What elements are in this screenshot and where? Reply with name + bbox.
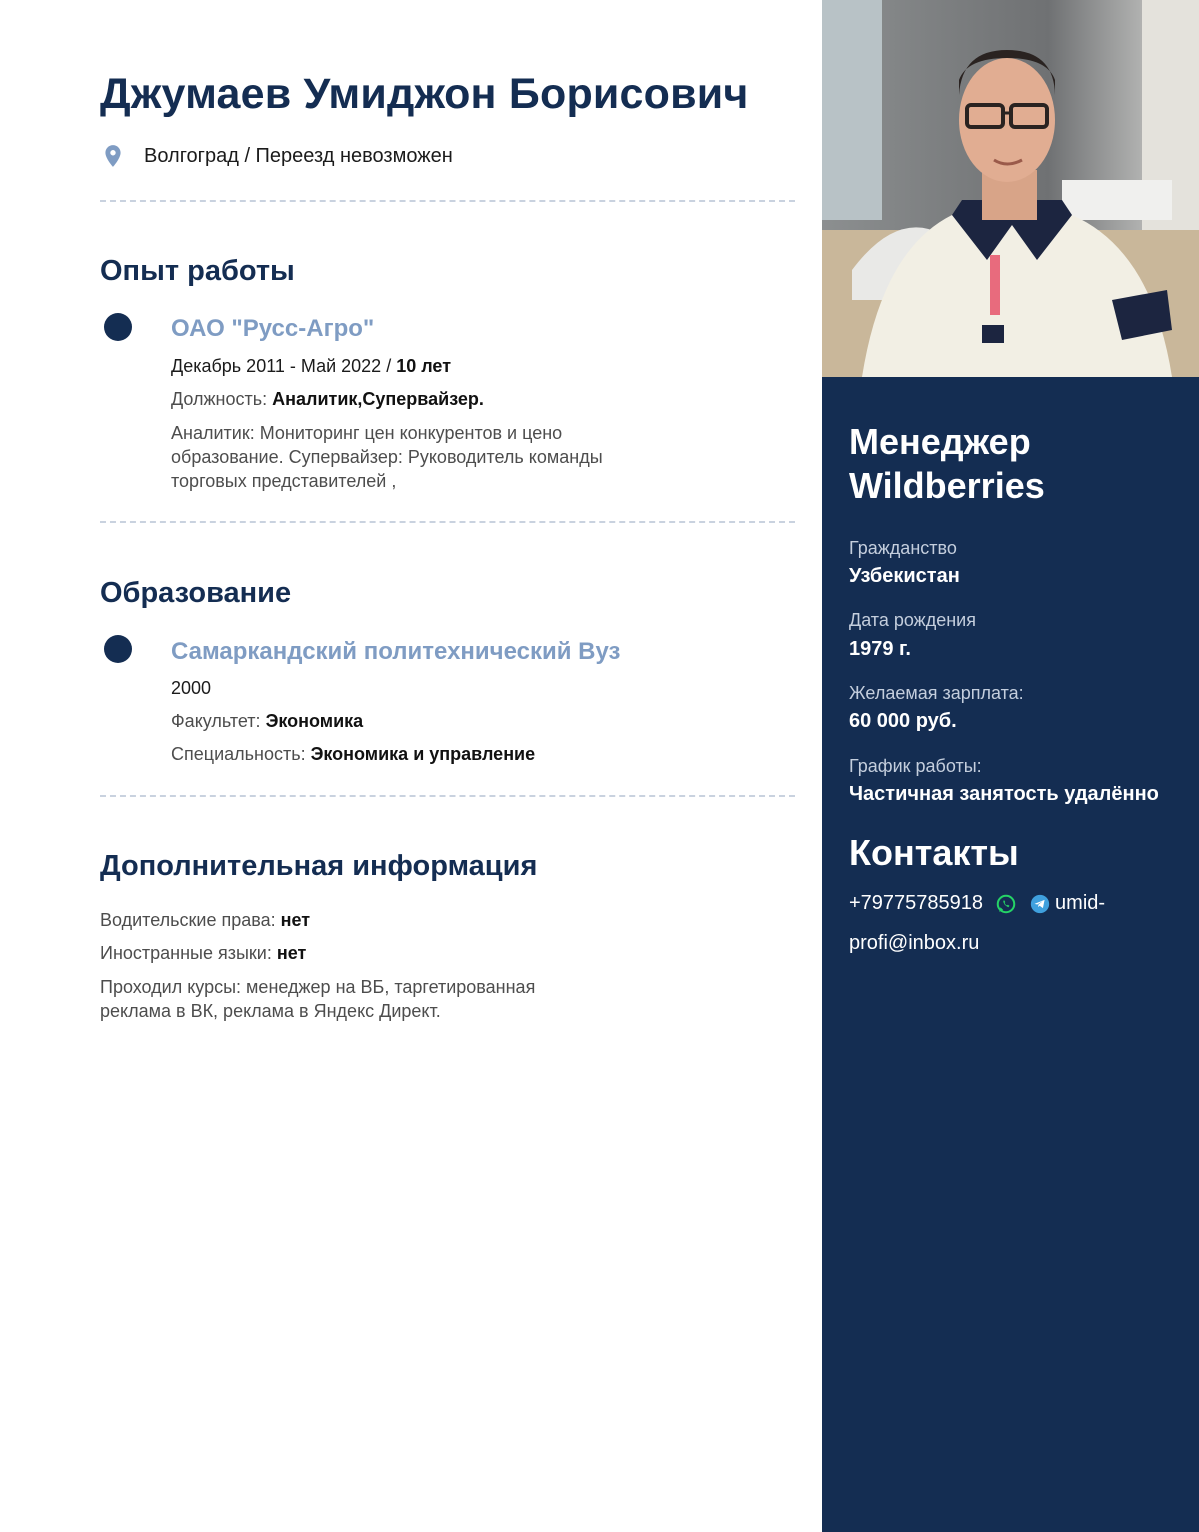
job-description xyxy=(171,421,651,493)
duration-text: 10 лет xyxy=(396,356,452,376)
candidate-name: Джумаев Умиджон Борисович xyxy=(100,70,749,118)
birth-value: 1979 г. xyxy=(849,638,911,660)
schedule-label: График работы: xyxy=(849,756,982,776)
graduation-year: 2000 xyxy=(171,678,212,698)
education-section-title: Образование xyxy=(100,577,292,609)
faculty-value: Экономика xyxy=(265,711,364,731)
position-line: Wildberries xyxy=(849,465,1045,506)
timeline-bullet xyxy=(104,313,132,341)
courses-line: Проходил курсы: менеджер на ВБ, таргетированная xyxy=(100,977,536,997)
position-label: Должность: xyxy=(171,389,273,409)
faculty-label: Факультет: xyxy=(171,711,266,731)
location-text: Волгоград / Переезд невозможен xyxy=(144,144,453,167)
courses-line: реклама в ВК, реклама в Яндекс Директ. xyxy=(100,1001,441,1021)
period-text: Декабрь 2011 - Май 2022 / xyxy=(171,356,397,376)
citizenship-value: Узбекистан xyxy=(849,565,960,587)
birth-label: Дата рождения xyxy=(849,610,976,630)
contacts-row xyxy=(849,892,1105,915)
position-row xyxy=(171,389,484,410)
email-link-part2[interactable]: profi@inbox.ru xyxy=(849,932,980,954)
specialty-row xyxy=(171,744,535,765)
work-period xyxy=(171,356,451,377)
courses-text xyxy=(100,975,580,1023)
location-row xyxy=(100,143,453,169)
description-line: образование. Супервайзер: Руководитель команды xyxy=(171,447,603,467)
description-line: торговых представителей , xyxy=(171,471,397,491)
profile-photo xyxy=(822,0,1199,377)
license-row xyxy=(100,910,310,931)
divider xyxy=(100,200,795,202)
email-link-part1[interactable]: umid- xyxy=(1055,892,1106,914)
specialty-value: Экономика и управление xyxy=(310,744,536,764)
schedule-value: Частичная занятость удалённо xyxy=(849,783,1159,805)
salary-label: Желаемая зарплата: xyxy=(849,683,1024,703)
desired-position xyxy=(849,420,1045,508)
experience-section-title: Опыт работы xyxy=(100,255,295,287)
languages-row xyxy=(100,943,306,964)
description-line: Аналитик: Мониторинг цен конкурентов и цено xyxy=(171,423,563,443)
location-pin-icon xyxy=(100,143,126,169)
specialty-label: Специальность: xyxy=(171,744,311,764)
additional-section-title: Дополнительная информация xyxy=(100,850,538,882)
divider xyxy=(100,521,795,523)
contacts-title: Контакты xyxy=(849,832,1019,873)
timeline-bullet xyxy=(104,635,132,663)
sidebar xyxy=(822,0,1199,1532)
institution-name: Самаркандский политехнический Вуз xyxy=(171,638,621,665)
citizenship-label: Гражданство xyxy=(849,538,957,558)
telegram-icon[interactable] xyxy=(1029,893,1051,915)
divider xyxy=(100,795,795,797)
whatsapp-icon[interactable] xyxy=(995,893,1017,915)
salary-value: 60 000 руб. xyxy=(849,710,957,732)
license-label: Водительские права: xyxy=(100,910,281,930)
phone-link[interactable]: +79775785918 xyxy=(849,892,984,914)
position-line: Менеджер xyxy=(849,421,1031,462)
faculty-row xyxy=(171,711,363,732)
languages-label: Иностранные языки: xyxy=(100,943,277,963)
email-row xyxy=(849,932,979,955)
license-value: нет xyxy=(280,910,311,930)
languages-value: нет xyxy=(276,943,307,963)
company-name: ОАО "Русс-Агро" xyxy=(171,315,375,342)
position-value: Аналитик,Супервайзер. xyxy=(272,389,484,409)
